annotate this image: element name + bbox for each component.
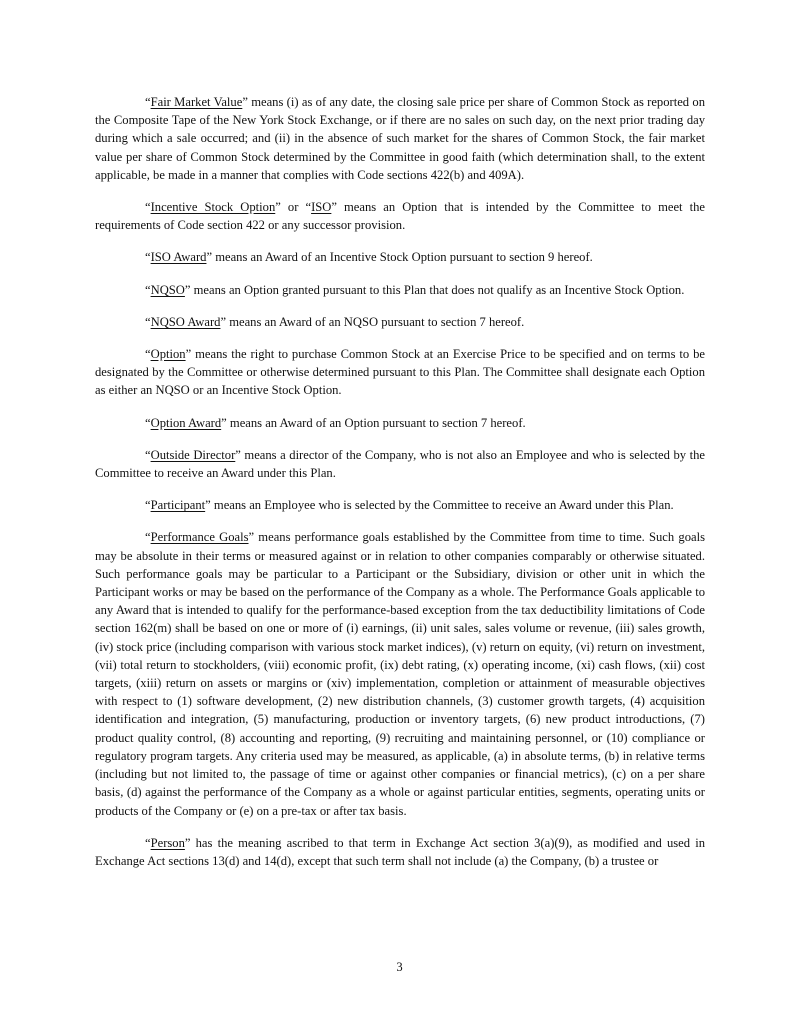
defined-term-alias: ISO	[311, 200, 332, 215]
definition-incentive-stock-option: “Incentive Stock Option” or “ISO” means an Option that is intended by the Committee to meet the requirements of Code section 422 or any successor provision.	[95, 200, 706, 233]
defined-term: Outside Director	[150, 447, 236, 462]
definition-text: ” means the right to purchase Common Stock at an Exercise Price to be specified and on terms to be designated by the Committee or otherwise determined pursuant to this Plan. The Committee shall designate each Option as either an NQSO or an Incentive Stock Option.	[95, 347, 705, 398]
defined-term: Performance Goals	[150, 530, 249, 545]
defined-term: ISO Award	[150, 250, 207, 265]
definition-text: ” means an Employee who is selected by the Committee to receive an Award under this Plan.	[205, 498, 674, 513]
defined-term: Person	[150, 835, 185, 850]
definition-text: ” means an Option that is intended by the Committee to meet the requirements of Code section 422 or any successor provision.	[95, 200, 706, 233]
definition-iso-award: “ISO Award” means an Award of an Incentive Stock Option pursuant to section 9 hereof.	[145, 250, 593, 265]
definition-nqso-award: “NQSO Award” means an Award of an NQSO pursuant to section 7 hereof.	[145, 314, 525, 329]
page-number: 3	[396, 960, 403, 974]
defined-term: Option Award	[150, 415, 222, 430]
defined-term: Incentive Stock Option	[150, 200, 276, 215]
definition-text: ” means a director of the Company, who is not also an Employee and who is selected by the Committee to receive an Award under this Plan.	[95, 447, 705, 481]
defined-term: Participant	[150, 498, 206, 513]
definition-text: ” means an Award of an Option pursuant to section 7 hereof.	[221, 415, 526, 430]
definition-text: ” has the meaning ascribed to that term in Exchange Act section 3(a)(9), as modified and used in Exchange Act sections 13(d) and 14(d), except that such term shall not include (a) the Company, (b) a trustee or	[95, 835, 705, 868]
definition-text: ” means an Option granted pursuant to this Plan that does not qualify as an Incentive Stock Option.	[184, 282, 685, 297]
definition-person: “Person” has the meaning ascribed to that term in Exchange Act section 3(a)(9), as modified and used in Exchange Act sections 13(d) and 14(d), except that such term shall not include (a) the Company, (b) a trustee or	[95, 835, 705, 868]
defined-term: Option	[150, 347, 186, 362]
definition-text: ” means performance goals established by the Committee from time to time. Such goals may be absolute in their terms or measured against or in relation to other companies comparably or otherwise situated. Such performance goals may be particular to a Participant or the Subsidiary, division or other unit in which the Participant works or may be based on the performance of the Company as a whole. The Performance Goals applicable to any Award that is intended to qualify for the performance-based exception from the tax deductibility limitations of Code section 162(m) shall be based on one or more of (i) earnings, (ii) unit sales, sales volume or revenue, (iii) sales growth, (iv) stock price (including comparison with various stock market indices), (v) return on equity, (vi) return on investment, (vii) total return to stockholders, (viii) economic profit, (ix) debt rating, (x) operating income, (xi) cash flows, (xii) cost targets, (xiii) return on assets or margins or (xiv) implementation, completion or attainment of measurable objectives with respect to (1) software development, (2) new distribution channels, (3) customer growth targets, (4) acquisition identification and integration, (5) manufacturing, production or inventory targets, (6) new product introductions, (7) product quality control, (8) accounting and reporting, (9) recruiting and maintaining personnel, or (10) compliance or regulatory program targets. Any criteria used may be measured, as applicable, (a) in absolute terms, (b) in relative terms (including but not limited to, the passage of time or against other companies or financial metrics), (c) on a per share basis, (d) against the performance of the Company as a whole or against particular entities, segments, operating units or products of the Company or (e) on a pre-tax or after tax basis.	[95, 530, 705, 818]
definition-text: ” means (i) as of any date, the closing sale price per share of Common Stock as reported on the Composite Tape of the New York Stock Exchange, or if there are no sales on such day, on the next prior trading day during which a sale occurred; and (ii) in the absence of such market for the shares of Common Stock, the fair market value per share of Common Stock determined by the Committee in good faith (which determination shall, to the extent applicable, be made in a manner that complies with Code sections 422(b) and 409A).	[95, 95, 705, 182]
defined-term: NQSO Award	[150, 314, 221, 329]
definition-participant: “Participant” means an Employee who is selected by the Committee to receive an Award under this Plan.	[145, 498, 674, 513]
defined-term: Fair Market Value	[150, 95, 243, 109]
definition-option-award: “Option Award” means an Award of an Option pursuant to section 7 hereof.	[145, 415, 526, 430]
definition-fair-market-value: “Fair Market Value” means (i) as of any date, the closing sale price per share of Common Stock as reported on the Composite Tape of the New York Stock Exchange, or if there are no sales on such day, on the next prior trading day during which a sale occurred; and (ii) in the absence of such market for the shares of Common Stock, the fair market value per share of Common Stock determined by the Committee in good faith (which determination shall, to the extent applicable, be made in a manner that complies with Code sections 422(b) and 409A).	[95, 95, 705, 182]
definition-outside-director: “Outside Director” means a director of the Company, who is not also an Employee and who is selected by the Committee to receive an Award under this Plan.	[95, 447, 705, 481]
definition-connector: ” or “	[275, 200, 312, 215]
definition-option: “Option” means the right to purchase Common Stock at an Exercise Price to be specified and on terms to be designated by the Committee or otherwise determined pursuant to this Plan. The Committee shall designate each Option as either an NQSO or an Incentive Stock Option.	[95, 347, 705, 398]
definition-performance-goals: “Performance Goals” means performance goals established by the Committee from time to time. Such goals may be absolute in their terms or measured against or in relation to other companies comparably or otherwise situated. Such performance goals may be particular to a Participant or the Subsidiary, division or other unit in which the Participant works or may be based on the performance of the Company as a whole. The Performance Goals applicable to any Award that is intended to qualify for the performance-based exception from the tax deductibility limitations of Code section 162(m) shall be based on one or more of (i) earnings, (ii) unit sales, sales volume or revenue, (iii) sales growth, (iv) stock price (including comparison with various stock market indices), (v) return on equity, (vi) return on investment, (vii) total return to stockholders, (viii) economic profit, (ix) debt rating, (x) operating income, (xi) cash flows, (xii) cost targets, (xiii) return on assets or margins or (xiv) implementation, completion or attainment of measurable objectives with respect to (1) software development, (2) new distribution channels, (3) customer growth targets, (4) acquisition identification and integration, (5) manufacturing, production or inventory targets, (6) new product introductions, (7) product quality control, (8) accounting and reporting, (9) recruiting and maintaining personnel, or (10) compliance or regulatory program targets. Any criteria used may be measured, as applicable, (a) in absolute terms, (b) in relative terms (including but not limited to, the passage of time or against other companies or financial metrics), (c) on a per share basis, (d) against the performance of the Company as a whole or against particular entities, segments, operating units or products of the Company or (e) on a pre-tax or after tax basis.	[95, 530, 705, 818]
definition-text: ” means an Award of an Incentive Stock Option pursuant to section 9 hereof.	[206, 250, 593, 265]
defined-term: NQSO	[150, 282, 185, 297]
definition-text: ” means an Award of an NQSO pursuant to section 7 hereof.	[220, 314, 525, 329]
document-body	[95, 93, 705, 870]
definition-nqso: “NQSO” means an Option granted pursuant to this Plan that does not qualify as an Incentive Stock Option.	[145, 282, 685, 297]
